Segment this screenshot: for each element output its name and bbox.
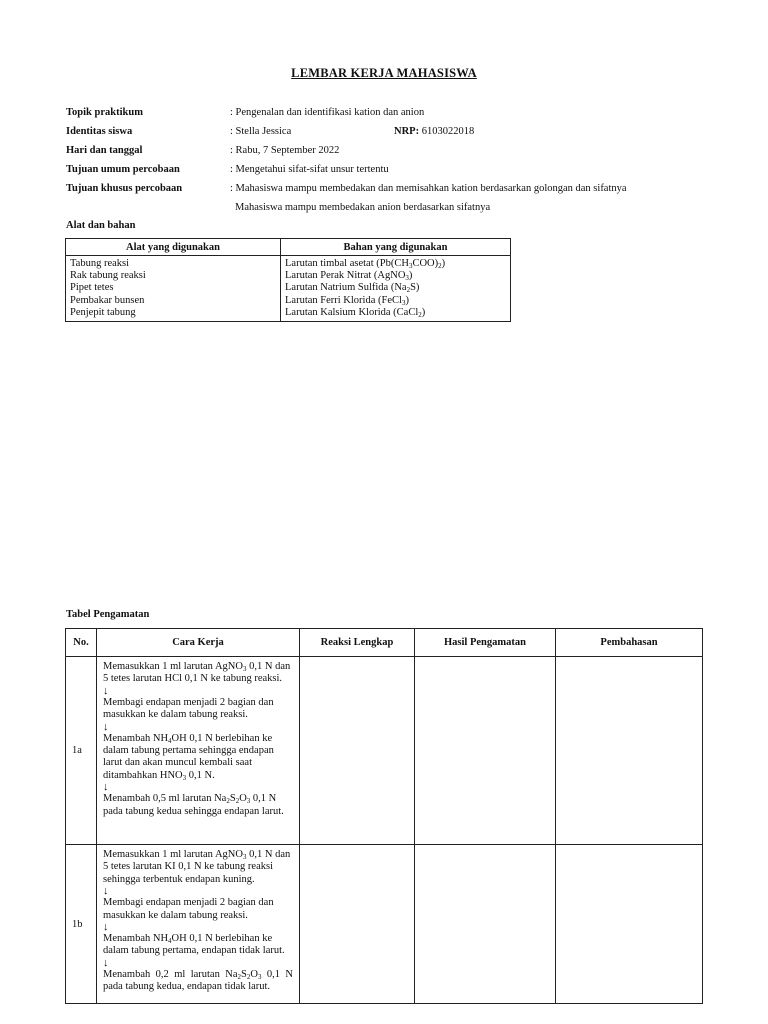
header-pembahasan: Pembahasan xyxy=(556,629,703,657)
step-text: Menambah $NH_4OH$ 0,1 N berlebihan ke dalam tabung pertama, endapan tidak larut. xyxy=(103,933,285,957)
page-title: LEMBAR KERJA MAHASISWA xyxy=(291,66,477,80)
step-text: Menambah $NH_4OH$ 0,1 N berlebihan ke dalam tabung pertama sehingga endapan larut dan akan muncul kembali saat ditambahkan $HNO_3$ 0,1 N. xyxy=(103,732,274,782)
tujuan-khusus-value-2: Mahasiswa mampu membedakan anion berdasarkan sifatnya xyxy=(235,202,491,213)
alat-bahan-table xyxy=(65,238,511,322)
step-text: Menambah 0,5 ml larutan $Na_2S_2O_3$ 0,1 N pada tabung kedua sehingga endapan larut. xyxy=(103,793,284,817)
arrow-down-icon: ↓ xyxy=(103,684,109,697)
bahan-list xyxy=(281,256,511,322)
pengamatan-table xyxy=(65,628,703,1004)
hasil-pengamatan-cell xyxy=(415,657,556,845)
info-row-hari xyxy=(66,144,706,163)
row-number: 1b xyxy=(66,845,97,1004)
cara-kerja-cell xyxy=(97,657,300,845)
bahan-item: Larutan Natrium Sulfida $(Na_2S)$ xyxy=(285,282,420,295)
step-text: Membagi endapan menjadi 2 bagian dan masukkan ke dalam tabung reaksi. xyxy=(103,696,274,721)
header-hasil-pengamatan: Hasil Pengamatan xyxy=(415,629,556,657)
pengamatan-heading: Tabel Pengamatan xyxy=(66,609,150,620)
nrp-value: 6103022018 xyxy=(421,126,475,137)
cara-kerja-cell xyxy=(97,845,300,1004)
info-section xyxy=(66,106,706,220)
alat-item: Penjepit tabung xyxy=(70,306,136,318)
identitas-value: : Stella Jessica xyxy=(230,126,292,137)
info-row-tujuan-khusus-2 xyxy=(66,201,706,220)
bahan-header: Bahan yang digunakan xyxy=(281,239,511,256)
pembahasan-cell xyxy=(556,845,703,1004)
arrow-down-icon: ↓ xyxy=(103,956,109,969)
step-text: Memasukkan 1 ml larutan AgNO$_3$ 0,1 N dan 5 tetes larutan HCl 0,1 N ke tabung reaksi. xyxy=(103,661,291,685)
row-number: 1a xyxy=(66,657,97,845)
nrp-label: NRP: xyxy=(394,126,420,137)
alat-item: Pipet tetes xyxy=(70,282,114,294)
tujuan-umum-label: Tujuan umum percobaan xyxy=(66,164,180,175)
info-row-identitas xyxy=(66,125,706,144)
header-no: No. xyxy=(66,629,97,657)
reaksi-lengkap-cell xyxy=(300,657,415,845)
reaksi-lengkap-cell xyxy=(300,845,415,1004)
topik-label: Topik praktikum xyxy=(66,107,143,118)
info-row-topik xyxy=(66,106,706,125)
table-row xyxy=(66,845,703,1004)
tujuan-khusus-label: Tujuan khusus percobaan xyxy=(66,183,183,194)
alat-heading: Alat dan bahan xyxy=(66,220,136,231)
table-row xyxy=(66,657,703,845)
alat-list xyxy=(66,256,281,322)
step-text: Menambah 0,2 ml larutan $Na_2S_2O_3$ 0,1 N pada tabung kedua, endapan tidak larut. xyxy=(103,968,293,993)
bahan-item: Larutan Ferri Klorida (FeCl$_3$) xyxy=(285,294,409,307)
arrow-down-icon: ↓ xyxy=(103,921,109,934)
nrp-field xyxy=(394,125,474,139)
bahan-item: Larutan timbal asetat $(Pb(CH_3COO)_2)$ xyxy=(285,258,446,270)
bahan-item: Larutan Kalsium Klorida (CaCl$_2$) xyxy=(285,306,426,319)
bahan-item: Larutan Perak Nitrat (AgNO$_3$) xyxy=(285,270,413,283)
alat-item: Tabung reaksi xyxy=(70,258,130,269)
alat-item: Rak tabung reaksi xyxy=(70,270,146,282)
info-row-tujuan-khusus xyxy=(66,182,706,201)
alat-header: Alat yang digunakan xyxy=(66,239,281,256)
alat-table-header xyxy=(66,239,511,256)
pengamatan-table-header xyxy=(66,629,703,657)
alat-table-row xyxy=(66,256,511,322)
hari-label: Hari dan tanggal xyxy=(66,145,143,156)
tujuan-umum-value: : Mengetahui sifat-sifat unsur tertentu xyxy=(230,164,389,175)
arrow-down-icon: ↓ xyxy=(103,781,109,794)
header-cara-kerja: Cara Kerja xyxy=(97,629,300,657)
step-text: Membagi endapan menjadi 2 bagian dan masukkan ke dalam tabung reaksi. xyxy=(103,897,274,921)
alat-item: Pembakar bunsen xyxy=(70,294,145,306)
info-row-tujuan-umum xyxy=(66,163,706,182)
hasil-pengamatan-cell xyxy=(415,845,556,1004)
tujuan-khusus-value-1: : Mahasiswa mampu membedakan dan memisahkan kation berdasarkan golongan dan sifatnya xyxy=(230,183,627,194)
arrow-down-icon: ↓ xyxy=(103,885,109,898)
header-reaksi-lengkap: Reaksi Lengkap xyxy=(300,629,415,657)
identitas-label: Identitas siswa xyxy=(66,126,133,137)
hari-value: : Rabu, 7 September 2022 xyxy=(230,145,340,156)
arrow-down-icon: ↓ xyxy=(103,720,109,733)
topik-value: : Pengenalan dan identifikasi kation dan anion xyxy=(230,107,425,118)
step-text: Memasukkan 1 ml larutan AgNO$_3$ 0,1 N dan 5 tetes larutan KI 0,1 N ke tabung reaksi sehingga terbentuk endapan kuning. xyxy=(103,849,291,885)
pembahasan-cell xyxy=(556,657,703,845)
